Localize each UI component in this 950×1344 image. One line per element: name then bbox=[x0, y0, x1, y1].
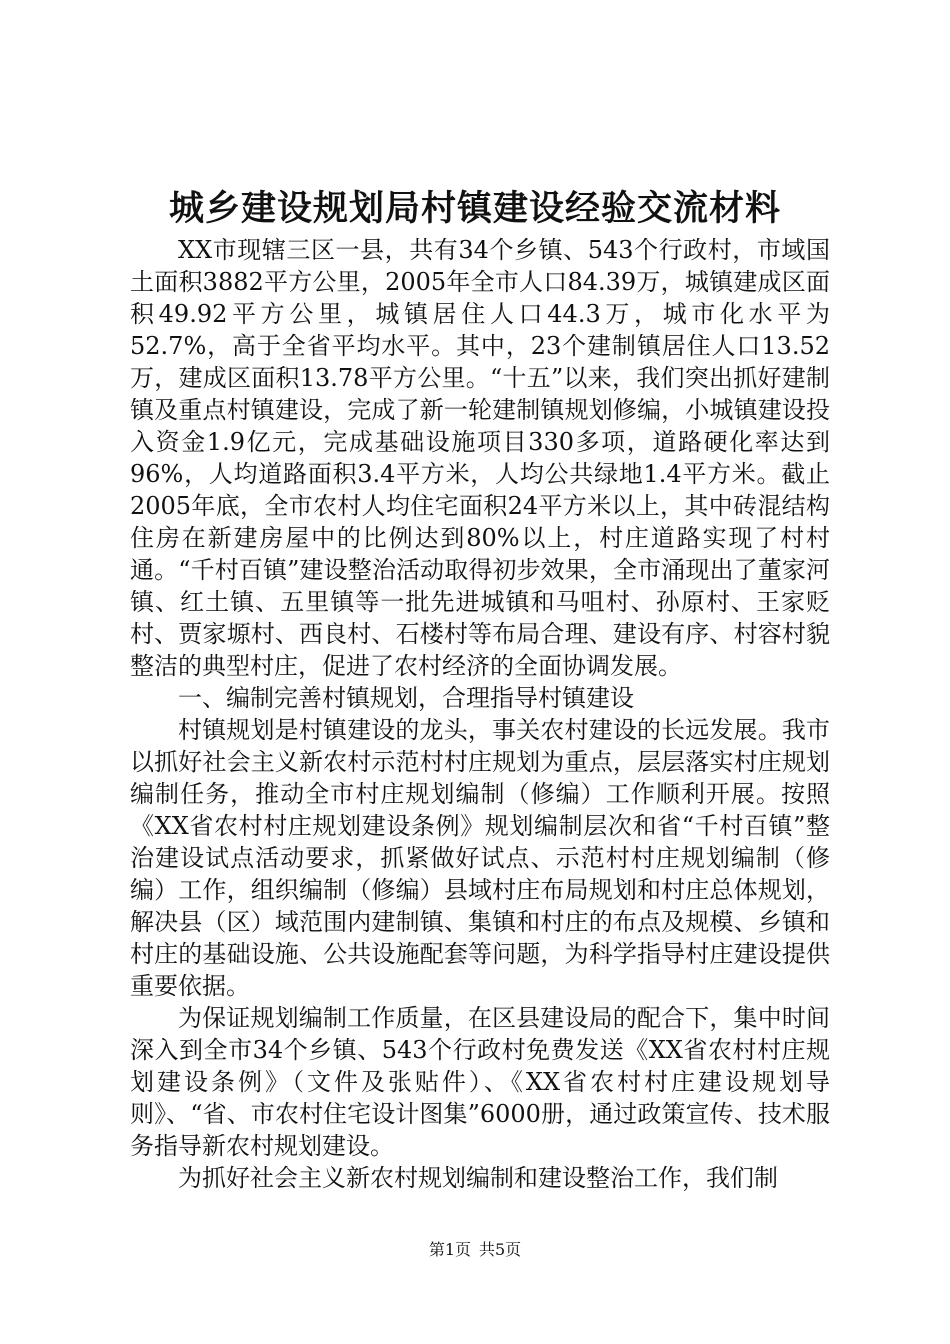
paragraph-planning: 村镇规划是村镇建设的龙头，事关农村建设的长远发展。我市以抓好社会主义新农村示范村村庄规划为重点，层层落实村庄规划编制任务，推动全市村庄规划编制（修编）工作顺利开展。按照《XX省农村村庄规划建设条例》规划编制层次和省“千村百镇”整治建设试点活动要求，抓紧做好试点、示范村村庄规划编制（修编）工作，组织编制（修编）县域村庄布局规划和村庄总体规划，解决县（区）域范围内建制镇、集镇和村庄的布点及规模、乡镇和村庄的基础设施、公共设施配套等问题，为科学指导村庄建设提供重要依据。 bbox=[130, 716, 830, 1000]
paragraph-overview: XX市现辖三区一县，共有34个乡镇、543个行政村，市域国土面积3882平方公里，2005年全市人口84.39万，城镇建成区面积49.92平方公里，城镇居住人口44.3万，城市化水平为52.7%，高于全省平均水平。其中，23个建制镇居住人口13.52万，建成区面积13.78平方公里。“十五”以来，我们突出抓好建制镇及重点村镇建设，完成了新一轮建制镇规划修编，小城镇建设投入资金1.9亿元，完成基础设施项目330多项，道路硬化率达到96%，人均道路面积3.4平方米，人均公共绿地1.4平方米。截止2005年底，全市农村人均住宅面积24平方米以上，其中砖混结构住房在新建房屋中的比例达到80%以上，村庄道路实现了村村通。“千村百镇”建设整治活动取得初步效果，全市涌现出了董家河镇、红土镇、五里镇等一批先进城镇和马咀村、孙原村、王家贬村、贾家塬村、西良村、石楼村等布局合理、建设有序、村容村貌整洁的典型村庄，促进了农村经济的全面协调发展。 bbox=[130, 236, 830, 680]
paragraph-continuation: 为抓好社会主义新农村规划编制和建设整治工作，我们制 bbox=[178, 1164, 778, 1192]
section-heading-1: 一、编制完善村镇规划，合理指导村镇建设 bbox=[178, 684, 634, 712]
document-title: 城乡建设规划局村镇建设经验交流材料 bbox=[168, 188, 781, 229]
paragraph-quality: 为保证规划编制工作质量，在区县建设局的配合下，集中时间深入到全市34个乡镇、543个行政村免费发送《XX省农村村庄规划建设条例》（文件及张贴件）、《XX省农村村庄建设规划导则》、“省、市农村住宅设计图集”6000册，通过政策宣传、技术服务指导新农村规划建设。 bbox=[130, 1004, 830, 1160]
document-body bbox=[130, 234, 830, 1194]
page-footer bbox=[0, 1238, 950, 1262]
page-number: 第1页 bbox=[428, 1240, 471, 1259]
page-total: 共5页 bbox=[479, 1240, 522, 1259]
